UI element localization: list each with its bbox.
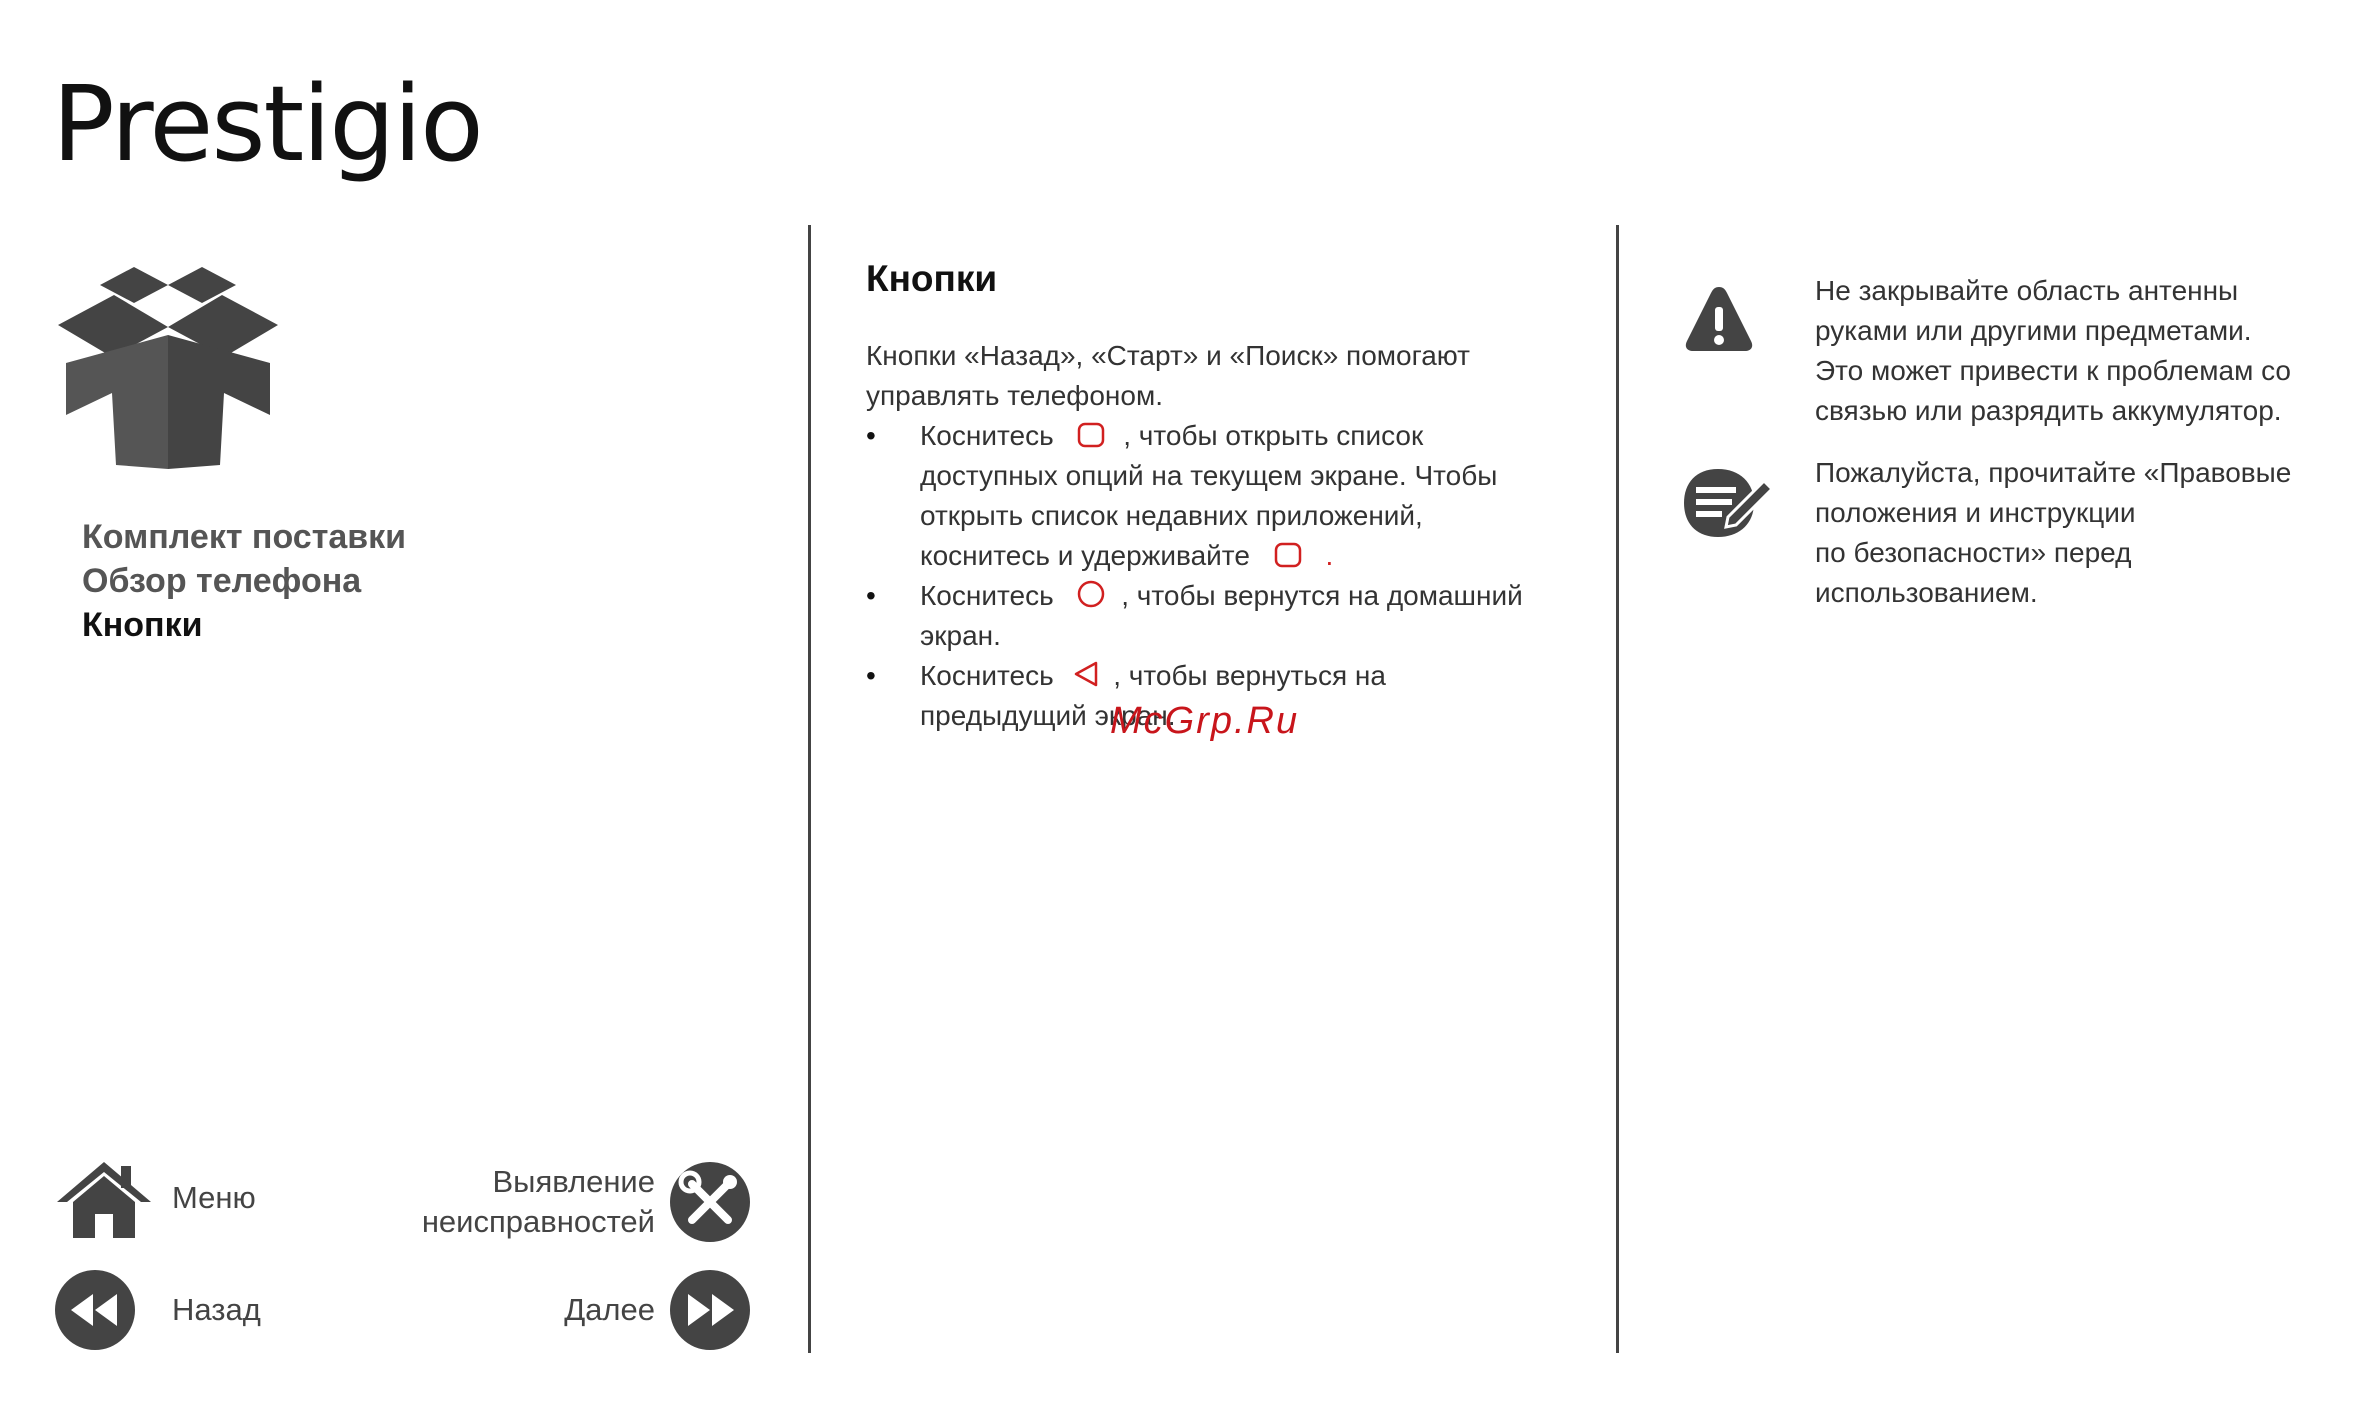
brand-logo: Prestigio [52,63,482,185]
column-divider-right [1616,225,1619,1353]
toc-item-phone-overview[interactable]: Обзор телефона [82,562,362,600]
list-item: • Коснитесь , чтобы вернуться на предыдущий экран. [866,656,1566,736]
list-item: • Коснитесь , чтобы вернутся на домашний экран. [866,576,1566,656]
intro-text: Кнопки «Назад», «Старт» и «Поиск» помогают управлять телефоном. [866,340,1470,411]
troubleshoot-label[interactable]: Выявление неисправностей [421,1164,655,1239]
legal-note: Пожалуйста, прочитайте «Правовые положения и инструкции по безопасности» перед использованием. [1815,457,2292,608]
rewind-icon [55,1270,135,1350]
section-title: Кнопки [866,258,998,299]
toc-item-package[interactable]: Комплект поставки [82,518,407,556]
note-pen-icon [1682,465,1776,541]
watermark: McGrp.Ru [1110,700,1300,742]
menu-label: Меню [172,1180,256,1215]
warning-icon [1683,283,1755,355]
next-button[interactable] [670,1270,750,1350]
tools-icon [670,1162,750,1242]
antenna-note: Не закрывайте область антенны руками или другими предметами. Это может привести к проблемам со связью или разрядить аккумулятор. [1815,275,2291,426]
toc-item-buttons[interactable]: Кнопки [82,606,203,644]
home-circle-icon [1075,579,1107,609]
next-label: Далее [564,1292,655,1327]
buttons-section [866,258,1566,736]
column-divider-left [808,225,811,1353]
menu-square-icon [1075,421,1107,449]
table-of-contents [82,515,406,647]
home-icon [55,1158,153,1240]
menu-square-icon [1272,541,1304,569]
back-label: Назад [172,1292,261,1327]
fast-forward-icon [670,1270,750,1350]
back-triangle-icon [1071,659,1101,689]
list-item: • Коснитесь , чтобы открыть список доступных опций на текущем экране. Чтобы открыть список недавних приложений, коснитесь и удерживайте . [866,416,1566,576]
bullet-list [866,416,1566,736]
back-button[interactable] [55,1270,135,1350]
open-box-icon [52,265,284,470]
troubleshoot-button[interactable] [670,1162,750,1242]
